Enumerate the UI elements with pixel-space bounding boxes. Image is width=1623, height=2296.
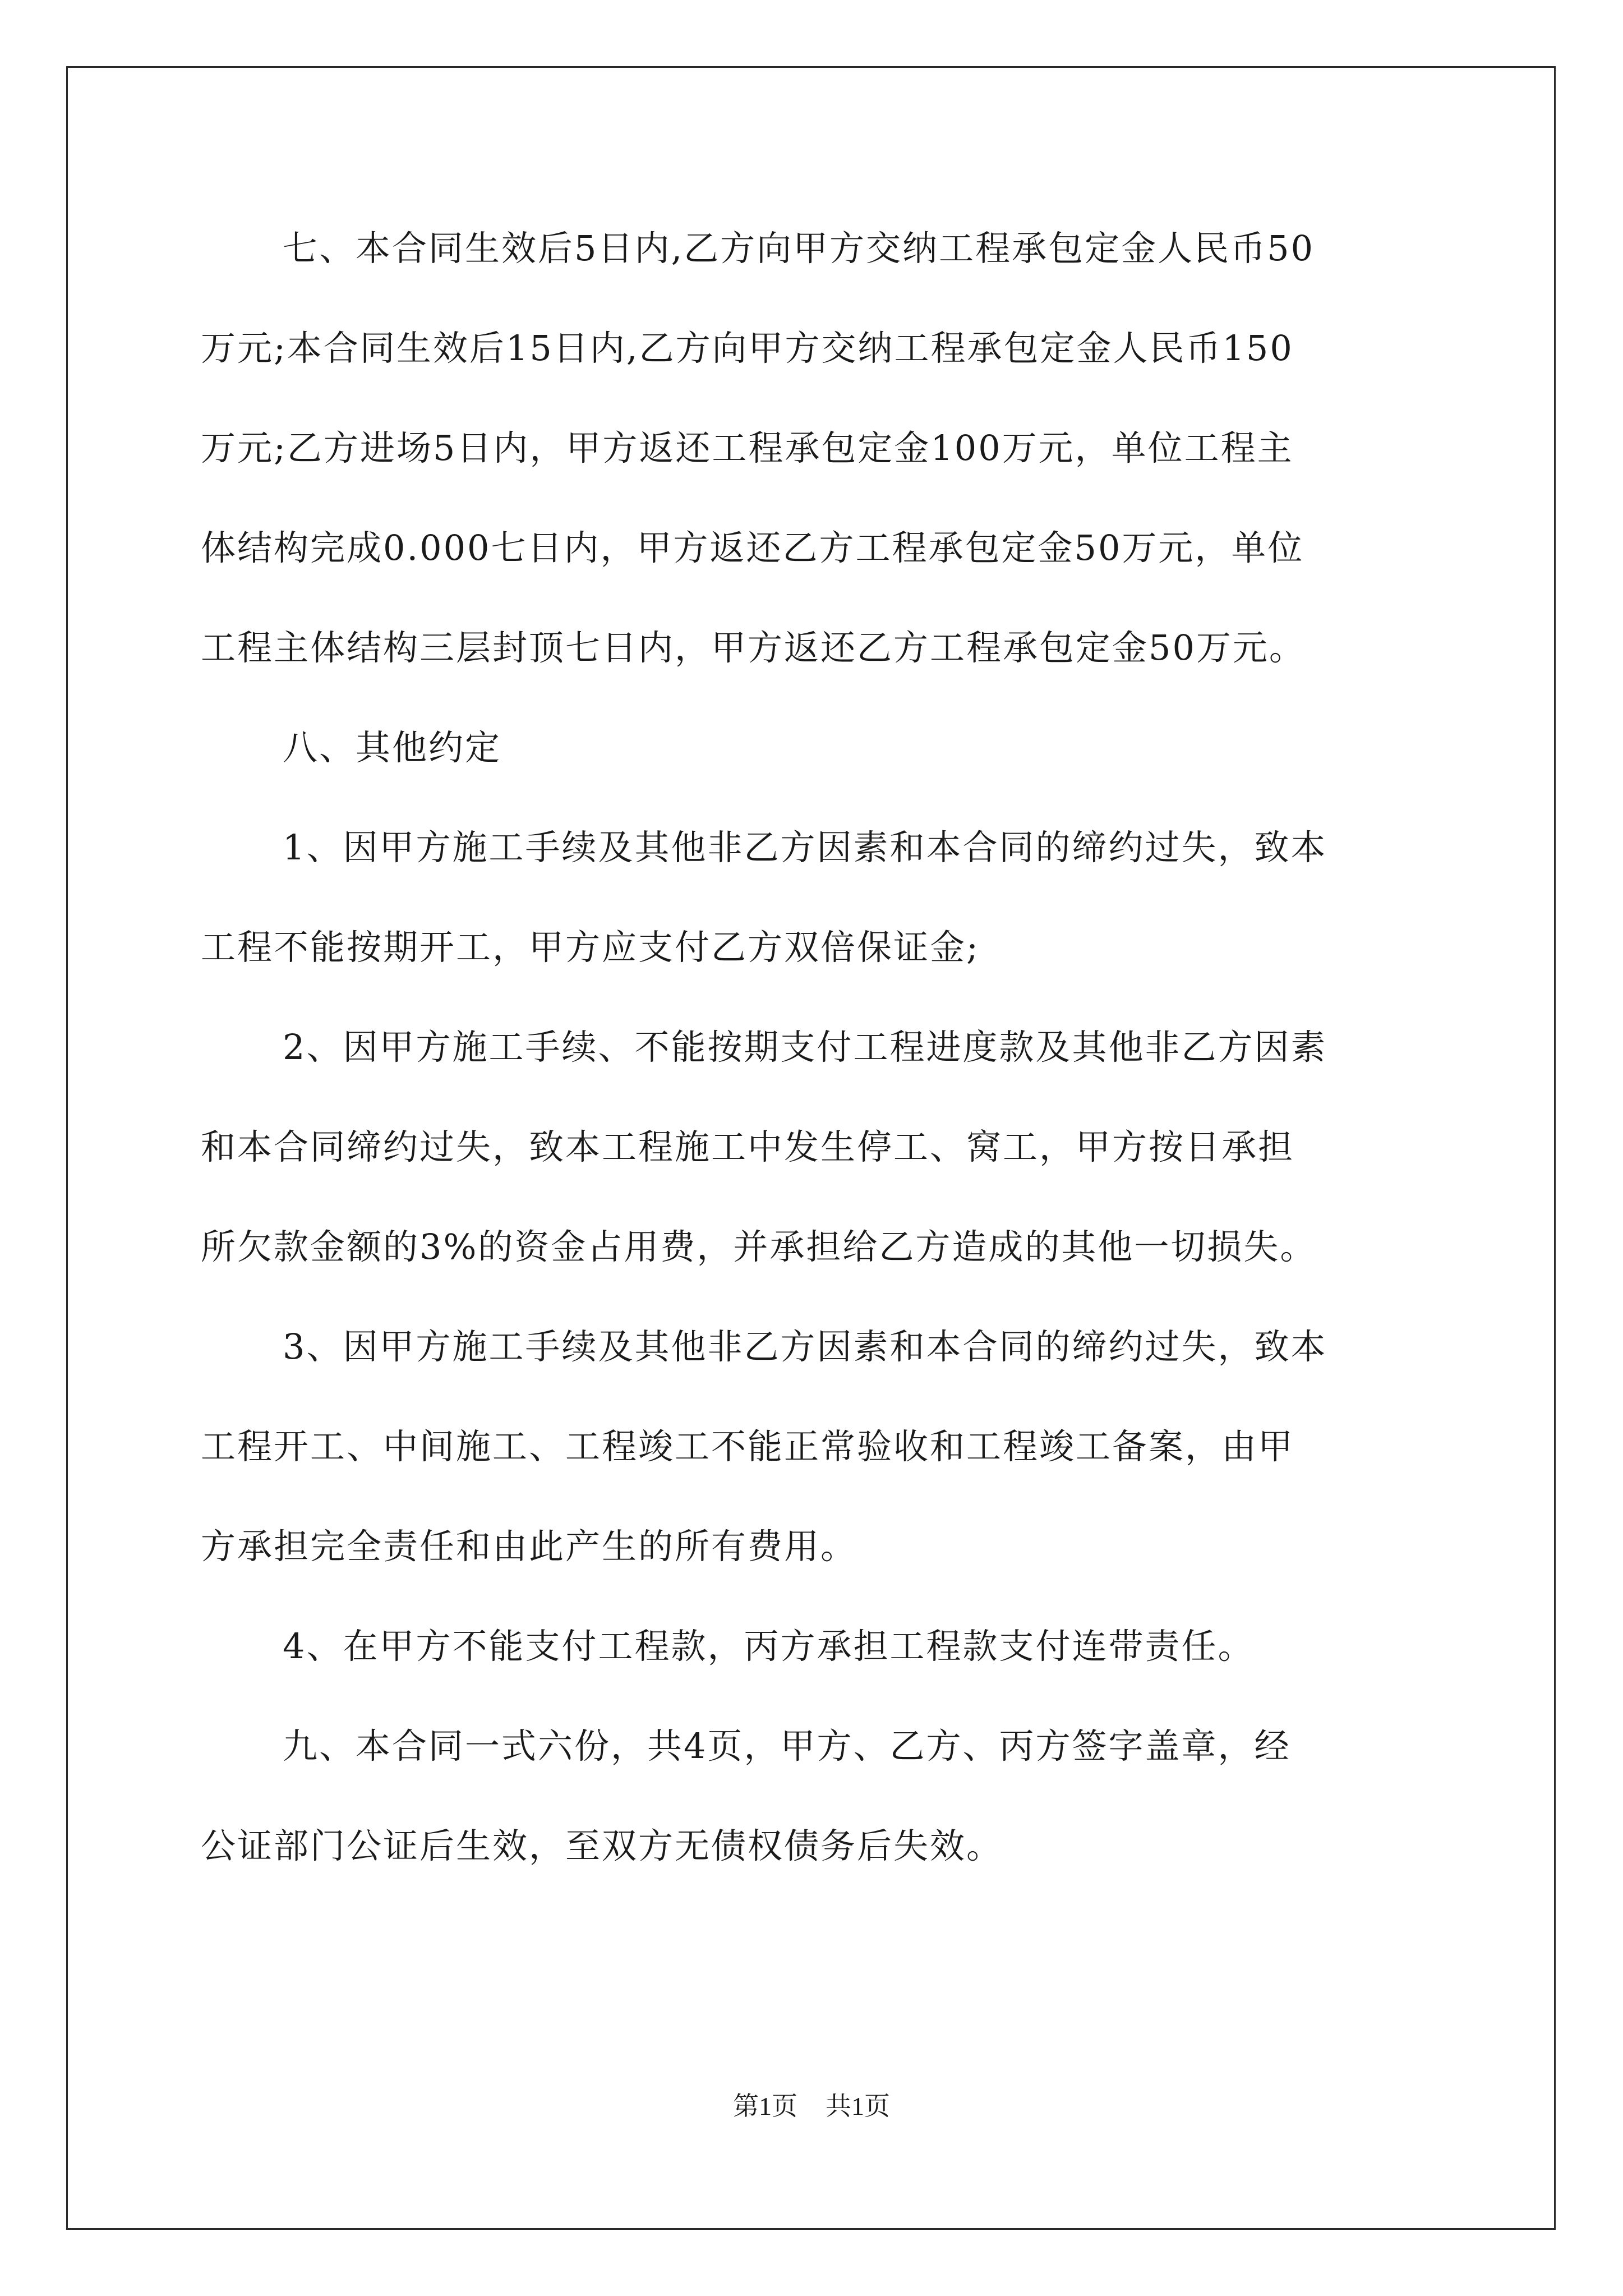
paragraph-7-line-3: 万元;乙方进场5日内，甲方返还工程承包定金100万元，单位工程主 — [201, 427, 1294, 468]
item-3-line-2: 工程开工、中间施工、工程竣工不能正常验收和工程竣工备案，由甲 — [201, 1426, 1295, 1467]
paragraph-7-line-4: 体结构完成0.000七日内，甲方返还乙方工程承包定金50万元，单位 — [201, 527, 1304, 568]
item-2-line-1: 2、因甲方施工手续、不能按期支付工程进度款及其他非乙方因素 — [283, 1027, 1327, 1068]
item-1-line-1: 1、因甲方施工手续及其他非乙方因素和本合同的缔约过失，致本 — [283, 827, 1327, 868]
page-footer — [0, 2086, 1623, 2123]
item-2-line-2: 和本合同缔约过失，致本工程施工中发生停工、窝工，甲方按日承担 — [201, 1126, 1295, 1167]
item-1-line-2: 工程不能按期开工，甲方应支付乙方双倍保证金; — [201, 927, 980, 968]
paragraph-7-line-2: 万元;本合同生效后15日内,乙方向甲方交纳工程承包定金人民币150 — [201, 328, 1294, 369]
paragraph-9-line-1: 九、本合同一式六份，共4页，甲方、乙方、丙方签字盖章，经 — [283, 1726, 1291, 1766]
paragraph-9-line-2: 公证部门公证后生效，至双方无债权债务后失效。 — [201, 1825, 1003, 1866]
item-3-line-1: 3、因甲方施工手续及其他非乙方因素和本合同的缔约过失，致本 — [283, 1326, 1327, 1367]
item-4-line-1: 4、在甲方不能支付工程款，丙方承担工程款支付连带责任。 — [283, 1626, 1255, 1667]
section-8-heading: 八、其他约定 — [283, 727, 502, 768]
paragraph-7-line-1: 七、本合同生效后5日内,乙方向甲方交纳工程承包定金人民币50 — [283, 228, 1315, 269]
page-total: 共1页 — [826, 2092, 890, 2120]
item-3-line-3: 方承担完全责任和由此产生的所有费用。 — [201, 1526, 857, 1567]
page-number: 第1页 — [733, 2092, 797, 2120]
item-2-line-3: 所欠款金额的3%的资金占用费，并承担给乙方造成的其他一切损失。 — [201, 1226, 1317, 1267]
paragraph-7-line-5: 工程主体结构三层封顶七日内，甲方返还乙方工程承包定金50万元。 — [201, 627, 1306, 668]
